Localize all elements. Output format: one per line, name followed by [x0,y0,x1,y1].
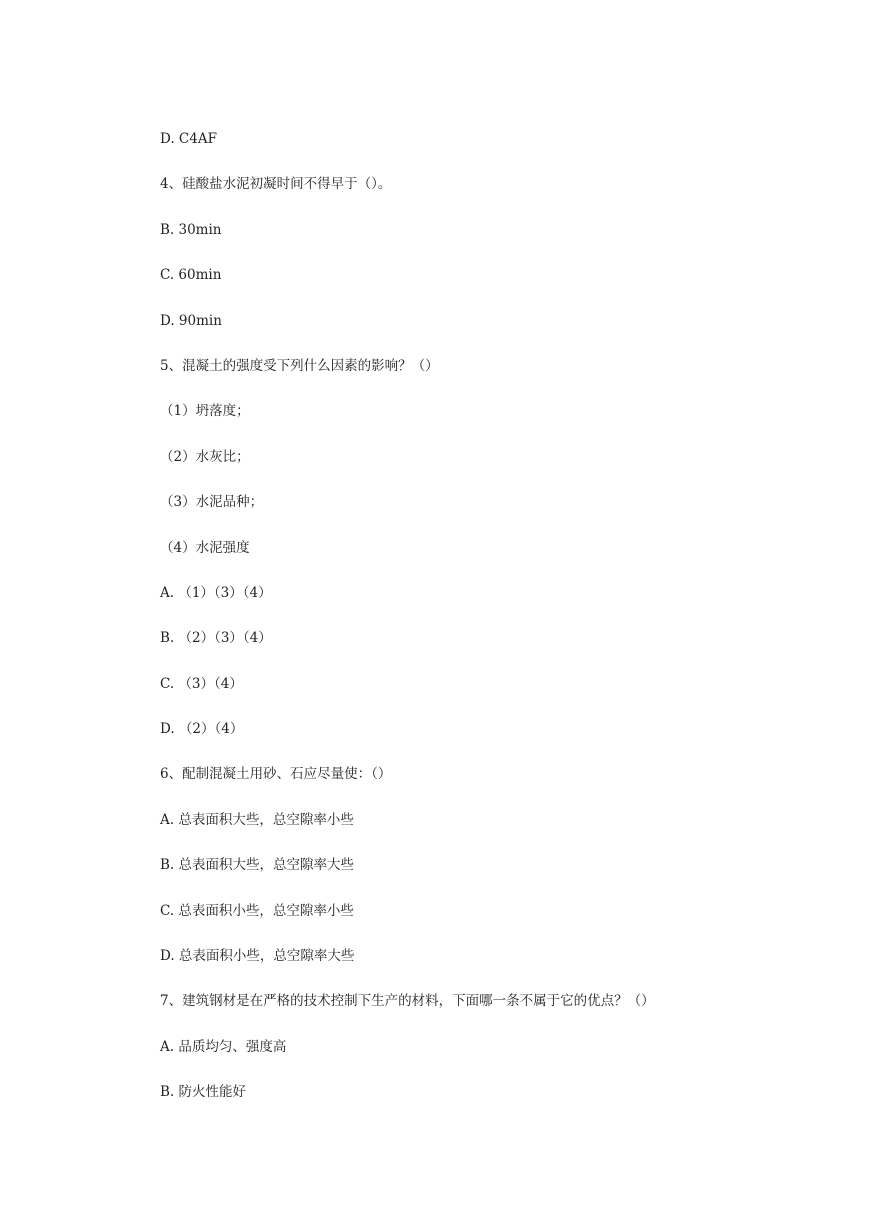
question-6: 6、配制混凝土用砂、石应尽量使：（） [160,766,392,783]
question-4-option-d: D. 90min [160,312,222,329]
question-7: 7、建筑钢材是在严格的技术控制下生产的材料，下面哪一条不属于它的优点？（） [160,993,655,1010]
question-4-option-c: C. 60min [160,267,222,284]
question-5: 5、混凝土的强度受下列什么因素的影响？（） [160,357,439,374]
question-list [160,128,840,1127]
option-d-c4af: D. C4AF [160,131,217,147]
question-5-option-b: B. （2）（3）（4） [160,630,272,647]
question-5-factor-2: （2）水灰比； [160,448,250,465]
question-5-factor-4: （4）水泥强度 [160,539,250,556]
question-5-factor-3: （3）水泥品种； [160,494,264,511]
question-7-option-b: B. 防火性能好 [160,1084,247,1101]
question-4: 4、硅酸盐水泥初凝时间不得早于（）。 [160,176,392,193]
question-5-option-a: A. （1）（3）（4） [160,584,272,601]
question-6-option-c: C. 总表面积小些，总空隙率小些 [160,902,354,919]
question-5-option-c: C. （3）（4） [160,675,243,692]
question-6-option-b: B. 总表面积大些，总空隙率大些 [160,857,355,874]
question-4-option-b: B. 30min [160,221,222,238]
question-5-factor-1: （1）坍落度； [160,403,250,420]
question-6-option-d: D. 总表面积小些，总空隙率大些 [160,948,355,965]
question-6-option-a: A. 总表面积大些，总空隙率小些 [160,811,354,828]
question-5-option-d: D. （2）（4） [160,721,244,738]
question-7-option-a: A. 品质均匀、强度高 [160,1038,287,1055]
